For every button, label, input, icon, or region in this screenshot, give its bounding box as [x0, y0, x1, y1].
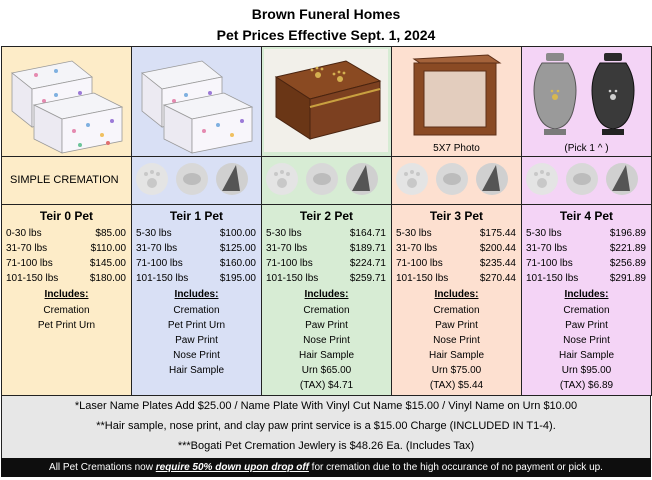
price-row [2, 271, 131, 286]
included-item: Nose Print [173, 350, 220, 361]
weight-range: 71-100 lbs [266, 258, 313, 269]
price-row [132, 271, 261, 286]
tier-title: Teir 2 Pet [299, 209, 354, 223]
tier-title: Teir 1 Pet [169, 209, 224, 223]
price-row [262, 241, 391, 256]
weight-range: 71-100 lbs [526, 258, 573, 269]
included-item: (TAX) $5.44 [429, 380, 484, 391]
weight-range: 31-70 lbs [136, 243, 178, 254]
weight-range: 71-100 lbs [396, 258, 443, 269]
price: $125.00 [219, 243, 256, 254]
included-item: Hair Sample [168, 365, 225, 376]
footer-banner [1, 458, 651, 477]
price: $180.00 [89, 273, 126, 284]
included-item: Pet Print Urn [167, 320, 226, 331]
price: $235.44 [479, 258, 516, 269]
price: $195.00 [219, 273, 256, 284]
tier-title: Teir 0 Pet [39, 209, 94, 223]
tier3-prints-cell [392, 157, 522, 205]
weight-range: 31-70 lbs [396, 243, 438, 254]
price-row [2, 256, 131, 271]
price: $160.00 [219, 258, 256, 269]
price: $145.00 [89, 258, 126, 269]
weight-range: 31-70 lbs [6, 243, 48, 254]
weight-range: 71-100 lbs [6, 258, 53, 269]
company-title: Brown Funeral Homes [251, 6, 401, 22]
simple-cremation-cell [2, 157, 132, 205]
price: $270.44 [479, 273, 516, 284]
footer-suffix: for cremation due to the high occurance of no payment or pick up. [308, 462, 603, 473]
included-item: Paw Print [435, 320, 478, 331]
includes-heading: Includes: [434, 289, 479, 300]
price-row [2, 226, 131, 241]
price: $221.89 [609, 243, 646, 254]
weight-range: 101-150 lbs [526, 273, 579, 284]
tier4-urn-photo [522, 47, 652, 157]
weight-range: 0-30 lbs [6, 228, 42, 239]
price-row [392, 271, 521, 286]
price-row [262, 271, 391, 286]
included-item: Cremation [563, 305, 610, 316]
price: $291.89 [609, 273, 646, 284]
price-row [132, 226, 261, 241]
photo-frame-urn-image [392, 47, 520, 139]
weight-range: 5-30 lbs [526, 228, 562, 239]
weight-range: 101-150 lbs [6, 273, 59, 284]
paw-nose-hair-prints-image [132, 157, 260, 202]
patterned-box-urn-image [132, 47, 260, 154]
price: $100.00 [219, 228, 256, 239]
tier0-pricing [2, 205, 132, 396]
includes-heading: Includes: [304, 289, 349, 300]
tier4-prints-cell [522, 157, 652, 205]
price: $110.00 [90, 243, 126, 254]
weight-range: 5-30 lbs [136, 228, 172, 239]
included-item: Hair Sample [558, 350, 615, 361]
paw-nose-hair-prints-image [262, 157, 390, 202]
patterned-box-urn-image [2, 47, 130, 154]
price-row [522, 241, 651, 256]
price-row [132, 256, 261, 271]
included-item: (TAX) $6.89 [559, 380, 614, 391]
tier3-pricing [392, 205, 522, 396]
price: $200.44 [479, 243, 516, 254]
price-row [2, 241, 131, 256]
included-item: Nose Print [433, 335, 480, 346]
tier1-prints-cell [132, 157, 262, 205]
included-item: Urn $75.00 [431, 365, 482, 376]
included-item: Cremation [43, 305, 90, 316]
weight-range: 101-150 lbs [266, 273, 319, 284]
tier4-pricing [522, 205, 652, 396]
wooden-box-urn-image [262, 47, 390, 154]
included-item: Nose Print [563, 335, 610, 346]
weight-range: 31-70 lbs [526, 243, 568, 254]
price-row [392, 256, 521, 271]
price-row [522, 226, 651, 241]
weight-range: 5-30 lbs [396, 228, 432, 239]
price-table [1, 46, 652, 396]
footer-emphasis: require 50% down upon drop off [155, 462, 309, 473]
paw-nose-hair-prints-image [392, 157, 520, 202]
price: $189.71 [349, 243, 386, 254]
included-item: Cremation [433, 305, 480, 316]
price-row [132, 241, 261, 256]
price: $256.89 [609, 258, 646, 269]
price-row [392, 226, 521, 241]
included-item: Urn $95.00 [561, 365, 612, 376]
photo-caption: 5X7 Photo [433, 143, 480, 154]
notes-box [1, 396, 651, 459]
footer-prefix: All Pet Cremations now [49, 462, 156, 473]
price: $259.71 [349, 273, 386, 284]
tier2-prints-cell [262, 157, 392, 205]
included-item: Paw Print [305, 320, 348, 331]
price: $224.71 [349, 258, 386, 269]
price: $175.44 [479, 228, 516, 239]
price-row [262, 256, 391, 271]
included-item: Paw Print [175, 335, 218, 346]
price-row [522, 271, 651, 286]
tier-title: Teir 4 Pet [559, 209, 614, 223]
included-item: (TAX) $4.71 [299, 380, 354, 391]
tier-title: Teir 3 Pet [429, 209, 484, 223]
metal-vase-urns-image [522, 47, 650, 139]
price-row [522, 256, 651, 271]
simple-cremation-label: SIMPLE CREMATION [10, 174, 119, 186]
photo-caption: (Pick 1 ^ ) [564, 143, 609, 154]
tier1-urn-photo [132, 47, 262, 157]
includes-heading: Includes: [44, 289, 89, 300]
includes-heading: Includes: [174, 289, 219, 300]
tier2-urn-photo [262, 47, 392, 157]
included-item: Pet Print Urn [37, 320, 96, 331]
price-row [392, 241, 521, 256]
price-row [262, 226, 391, 241]
included-item: Hair Sample [298, 350, 355, 361]
included-item: Urn $65.00 [301, 365, 352, 376]
tier0-urn-photo [2, 47, 132, 157]
paw-nose-hair-prints-image [522, 157, 650, 202]
tier1-pricing [132, 205, 262, 396]
price: $164.71 [349, 228, 386, 239]
tier3-urn-photo [392, 47, 522, 157]
included-item: Paw Print [565, 320, 608, 331]
note-name-plates: *Laser Name Plates Add $25.00 / Name Plate With Vinyl Cut Name $15.00 / Vinyl Name on Urn $10.00 [74, 400, 578, 412]
included-item: Nose Print [303, 335, 350, 346]
weight-range: 31-70 lbs [266, 243, 308, 254]
weight-range: 5-30 lbs [266, 228, 302, 239]
included-item: Cremation [173, 305, 220, 316]
note-hair-paw-service: **Hair sample, nose print, and clay paw print service is a $15.00 Charge (INCLUDED IN T1-4). [96, 420, 556, 432]
weight-range: 101-150 lbs [136, 273, 189, 284]
tier2-pricing [262, 205, 392, 396]
page-subtitle: Pet Prices Effective Sept. 1, 2024 [216, 27, 436, 43]
weight-range: 71-100 lbs [136, 258, 183, 269]
included-item: Cremation [303, 305, 350, 316]
price: $196.89 [609, 228, 646, 239]
note-jewelry: ***Bogati Pet Cremation Jewlery is $48.26 Ea. (Includes Tax) [177, 440, 475, 452]
includes-heading: Includes: [564, 289, 609, 300]
price: $85.00 [95, 228, 126, 239]
weight-range: 101-150 lbs [396, 273, 449, 284]
included-item: Hair Sample [428, 350, 485, 361]
